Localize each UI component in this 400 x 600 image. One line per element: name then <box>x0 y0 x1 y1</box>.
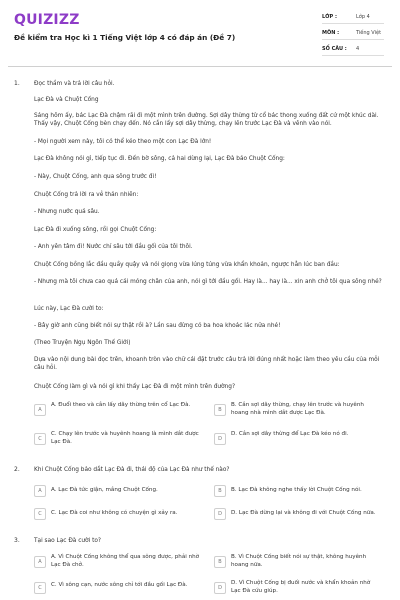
answer-option-b[interactable] <box>214 400 384 422</box>
answer-option-d[interactable] <box>214 578 384 600</box>
option-text: C. Lạc Đà coi như không có chuyện gì xảy ra. <box>51 510 178 516</box>
story-paragraph: Sáng hôm ấy, bác Lạc Đà chậm rãi đi một mình trên đường. Sợi dây thừng từ cổ bác thong xuống đất cứ một khúc dài. Thấy vậy, Chuột Cống bèn chạy đến. Nó cắn lấy sợi dây thừng, chạy lên trước Lạc Đà và vênh vào nói. <box>34 113 379 127</box>
option-text: B. Lạc Đà không nghe thấy lời Chuột Cống nói. <box>231 487 362 493</box>
option-letter-box: C <box>34 508 46 520</box>
meta-value: Tiếng Việt <box>356 30 382 36</box>
answer-option-b[interactable] <box>214 481 384 503</box>
story-paragraph: - Này, Chuột Cống, anh qua sông trước đi! <box>34 174 157 180</box>
meta-value: 4 <box>356 46 360 52</box>
option-letter-box: C <box>34 433 46 445</box>
story-paragraph: - Nhưng nước quá sâu. <box>34 209 100 215</box>
story-paragraph: Lạc Đà không nói gì, tiếp tục đi. Đến bờ sông, cả hai dừng lại, Lạc Đà bảo Chuột Cống: <box>34 156 285 162</box>
meta-line <box>322 23 384 24</box>
option-letter-box: D <box>214 508 226 520</box>
story-source: (Theo Truyện Ngụ Ngôn Thế Giới) <box>34 340 131 346</box>
question-text: Chuột Cống làm gì và nói gì khi thấy Lạc Đà đi một mình trên đường? <box>34 384 236 390</box>
story-paragraph: - Anh yên tâm đi! Nước chỉ sâu tới đầu gối của tôi thôi. <box>34 244 193 250</box>
option-letter-box: A <box>34 404 46 416</box>
option-text: B. Cắn sợi dây thừng, chạy lên trước và huyênh hoang nhà mình dắt được Lạc Đà. <box>231 402 364 416</box>
meta-line <box>322 39 384 40</box>
option-text: D. Lạc Đà dừng lại và không đi với Chuột Cống nữa. <box>231 510 376 516</box>
question-number: 3. <box>14 537 20 544</box>
instruction-text: Đọc thầm và trả lời câu hỏi. <box>34 81 115 87</box>
option-text: A. Đuổi theo và cắn lấy dây thừng trên cổ Lạc Đà. <box>51 402 191 408</box>
question-number: 2. <box>14 466 20 473</box>
answer-option-c[interactable] <box>34 504 204 526</box>
story-paragraph: - Mọi người xem này, tôi có thể kéo theo một con Lạc Đà lớn! <box>34 139 212 145</box>
meta-line <box>322 55 384 56</box>
document-title: Đề kiểm tra Học kì 1 Tiếng Việt lớp 4 có đáp án (Đề 7) <box>14 33 236 42</box>
story-paragraph: - Nhưng mà tôi chưa cao quá cái móng chân của anh, nói gì tới đầu gối. Hay là... hay là... xin anh chở tôi qua sông nhé? <box>34 279 382 285</box>
answer-option-a[interactable] <box>34 552 204 574</box>
meta-label: MÔN : <box>322 30 340 36</box>
option-text: C. Chạy lên trước và huyênh hoang là mình dắt được Lạc Đà. <box>51 431 199 445</box>
story-paragraph: Lúc này, Lạc Đà cười to: <box>34 306 104 312</box>
question-text: Tại sao Lạc Đà cười to? <box>34 538 101 544</box>
answer-option-d[interactable] <box>214 504 384 526</box>
question-text: Khi Chuột Cống bảo dắt Lạc Đà đi, thái độ của Lạc Đà như thế nào? <box>34 467 230 473</box>
option-letter-box: B <box>214 485 226 497</box>
option-letter-box: D <box>214 433 226 445</box>
answer-option-b[interactable] <box>214 552 384 574</box>
story-title: Lạc Đà và Chuột Cống <box>34 97 99 103</box>
option-text: A. Vì Chuột Cống không thể qua sông được, phải nhờ Lạc Đà chở. <box>51 554 200 568</box>
answer-option-d[interactable] <box>214 429 384 451</box>
story-paragraph: Chuột Cống bồng lắc đầu quầy quậy và nói giọng vừa lúng túng vừa khẩn khoản, ngược hẳn lúc ban đầu: <box>34 262 340 268</box>
option-letter-box: D <box>214 582 226 594</box>
option-letter-box: B <box>214 556 226 568</box>
header-divider <box>8 66 392 67</box>
meta-label: SỐ CÂU : <box>322 46 347 52</box>
quizizz-logo: QUIZIZZ <box>14 12 80 28</box>
option-text: D. Cắn sợi dây thừng để Lạc Đà kéo nó đi. <box>231 431 349 437</box>
option-letter-box: C <box>34 582 46 594</box>
story-paragraph: - Bây giờ anh cũng biết nói sự thật rồi à? Lần sau đừng có ba hoa khoác lác nữa nhé! <box>34 323 281 329</box>
option-text: A. Lạc Đà tức giận, mắng Chuột Cống. <box>51 487 158 493</box>
option-letter-box: A <box>34 556 46 568</box>
instruction-text: Dựa vào nội dung bài đọc trên, khoanh tròn vào chữ cái đặt trước câu trả lời đúng nhất hoặc làm theo yêu cầu của mỗi câu hỏi. <box>34 357 380 371</box>
answer-option-a[interactable] <box>34 400 204 422</box>
option-letter-box: A <box>34 485 46 497</box>
answer-option-c[interactable] <box>34 578 204 600</box>
meta-value: Lớp 4 <box>356 14 370 20</box>
header <box>0 0 400 66</box>
story-paragraph: Chuột Cống trả lời ra vẻ thản nhiên: <box>34 192 139 198</box>
option-text: C. Vì sông cạn, nước sông chỉ tới đầu gối Lạc Đà. <box>51 582 188 588</box>
option-text: D. Vì Chuột Cống bị đuối nước và khẩn khoản nhờ Lạc Đà cứu giúp. <box>231 580 371 594</box>
answer-option-a[interactable] <box>34 481 204 503</box>
option-text: B. Vì Chuột Cống biết nói sự thật, không huyênh hoang nữa. <box>231 554 367 568</box>
question-number: 1. <box>14 80 20 87</box>
answer-option-c[interactable] <box>34 429 204 451</box>
option-letter-box: B <box>214 404 226 416</box>
story-paragraph: Lạc Đà đi xuống sông, rồi gọi Chuột Cống: <box>34 227 157 233</box>
meta-label: LỚP : <box>322 14 337 20</box>
